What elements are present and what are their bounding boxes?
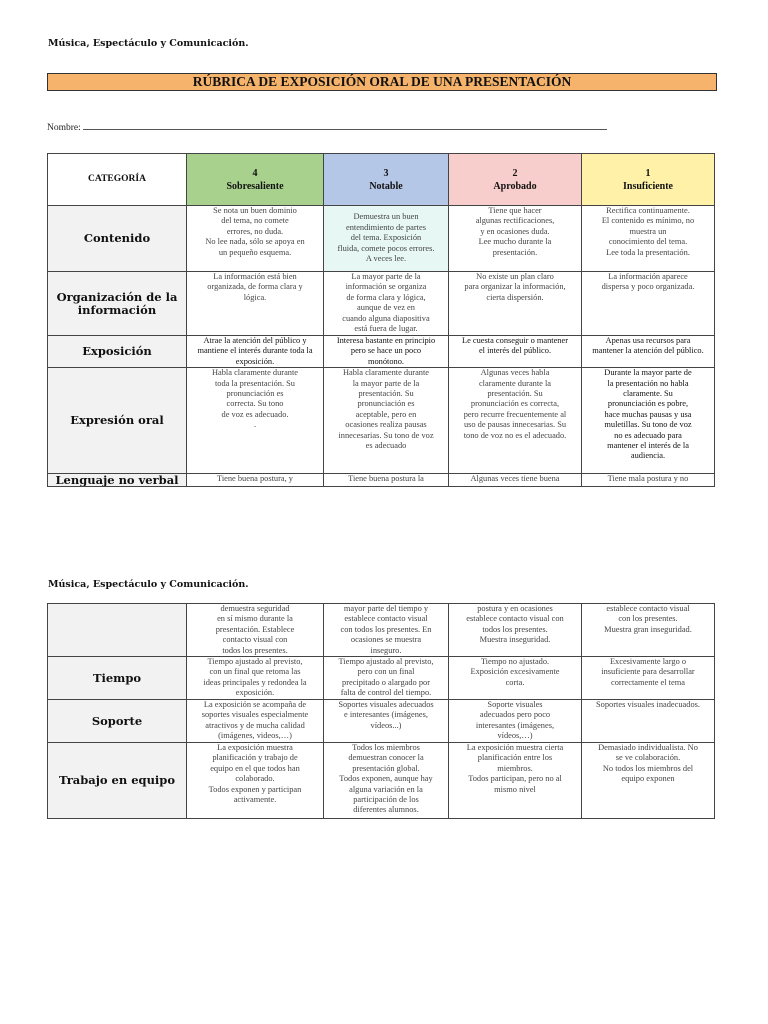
rubric-cell: Algunas veces habla claramente durante la presentación. Su pronunciación es correcta, pero recurre frecuentemente al uso de pausas innecesarias. Su tono de voz no es el adecuado. xyxy=(449,368,582,474)
page-title: RÚBRICA DE EXPOSICIÓN ORAL DE UNA PRESENTACIÓN xyxy=(47,73,717,91)
level-header-sobresaliente xyxy=(187,154,324,206)
rubric-cell: Tiene mala postura y no xyxy=(582,474,715,487)
rubric-row-exposicion xyxy=(48,336,715,368)
rubric-cell: Soporte visuales adecuados pero poco interesantes (imágenes, vídeos,…) xyxy=(449,700,582,743)
rubric-table-page1 xyxy=(47,153,715,487)
rubric-cell: Le cuesta conseguir o mantener el interés del público. xyxy=(449,336,582,368)
rubric-row-lenguaje-cont xyxy=(48,604,715,657)
row-category: Expresión oral xyxy=(48,368,187,474)
rubric-cell: Tiene buena postura, y xyxy=(187,474,324,487)
nombre-label: Nombre: xyxy=(47,123,81,133)
rubric-cell: Interesa bastante en principio pero se hace un poco monótono. xyxy=(324,336,449,368)
nombre-field[interactable] xyxy=(47,121,607,133)
level-number: 3 xyxy=(383,167,389,179)
row-category: Organización de la información xyxy=(48,272,187,336)
level-label: Sobresaliente xyxy=(226,180,284,192)
level-number: 1 xyxy=(645,167,651,179)
row-category: Exposición xyxy=(48,336,187,368)
rubric-row-soporte xyxy=(48,700,715,743)
rubric-cell: postura y en ocasiones establece contacto visual con todos los presentes. Muestra inseguridad. xyxy=(449,604,582,657)
level-header-notable xyxy=(324,154,449,206)
rubric-cell: establece contacto visual con los presentes. Muestra gran inseguridad. xyxy=(582,604,715,657)
rubric-cell: La exposición muestra planificación y trabajo de equipo en el que todos han colaborado. Todos exponen y participan activamente. xyxy=(187,743,324,819)
level-header-aprobado xyxy=(449,154,582,206)
rubric-cell: Soportes visuales adecuados e interesantes (imágenes, vídeos...) xyxy=(324,700,449,743)
page2-header: Música, Espectáculo y Comunicación. xyxy=(48,579,249,590)
rubric-cell: Habla claramente durante toda la presentación. Su pronunciación es correcta. Su tono de voz es adecuado. . xyxy=(187,368,324,474)
rubric-cell: Rectifica continuamente. El contenido es mínimo, no muestra un conocimiento del tema. Lee toda la presentación. xyxy=(582,206,715,272)
level-number: 4 xyxy=(252,167,258,179)
level-number: 2 xyxy=(512,167,518,179)
level-label: Aprobado xyxy=(493,180,537,192)
level-header-insuficiente xyxy=(582,154,715,206)
rubric-cell: La exposición muestra cierta planificación entre los miembros. Todos participan, pero no al mismo nivel xyxy=(449,743,582,819)
level-label: Insuficiente xyxy=(623,180,673,192)
rubric-cell: Atrae la atención del público y mantiene el interés durante toda la exposición. xyxy=(187,336,324,368)
rubric-row-organizacion xyxy=(48,272,715,336)
rubric-cell: Habla claramente durante la mayor parte de la presentación. Su pronunciación es aceptable, pero en ocasiones realiza pausas innecesarias. Su tono de voz es adecuado xyxy=(324,368,449,474)
rubric-cell: Apenas usa recursos para mantener la atención del público. xyxy=(582,336,715,368)
rubric-cell: Tiempo ajustado al previsto, con un final que retoma las ideas principales y redondea la exposición. xyxy=(187,657,324,700)
rubric-cell: Durante la mayor parte de la presentación no habla claramente. Su pronunciación es pobre, hace muchas pausas y usa muletillas. Su tono de voz no es adecuado para mantener el interés de la audiencia. xyxy=(582,368,715,474)
rubric-cell: Tiempo ajustado al previsto, pero con un final precipitado o alargado por falta de control del tiempo. xyxy=(324,657,449,700)
rubric-cell: La información está bien organizada, de forma clara y lógica. xyxy=(187,272,324,336)
nombre-line xyxy=(83,121,607,130)
row-category: Contenido xyxy=(48,206,187,272)
row-category xyxy=(48,604,187,657)
rubric-cell: Demasiado individualista. No se ve colaboración. No todos los miembros del equipo exponen xyxy=(582,743,715,819)
rubric-cell: Excesivamente largo o insuficiente para desarrollar correctamente el tema xyxy=(582,657,715,700)
rubric-cell: La información aparece dispersa y poco organizada. xyxy=(582,272,715,336)
row-category: Tiempo xyxy=(48,657,187,700)
row-category: Soporte xyxy=(48,700,187,743)
category-header: CATEGORÍA xyxy=(48,154,187,206)
rubric-cell: Algunas veces tiene buena xyxy=(449,474,582,487)
rubric-cell: Demuestra un buen entendimiento de partes del tema. Exposición fluida, comete pocos errores. A veces lee. xyxy=(324,206,449,272)
rubric-cell: No existe un plan claro para organizar la información, cierta dispersión. xyxy=(449,272,582,336)
rubric-cell: Tiene que hacer algunas rectificaciones, y en ocasiones duda. Lee mucho durante la presentación. xyxy=(449,206,582,272)
row-category: Lenguaje no verbal xyxy=(48,474,187,487)
rubric-row-expresion-oral xyxy=(48,368,715,474)
rubric-cell: Soportes visuales inadecuados. xyxy=(582,700,715,743)
rubric-cell: Se nota un buen dominio del tema, no comete errores, no duda. No lee nada, sólo se apoya en un pequeño esquema. xyxy=(187,206,324,272)
level-label: Notable xyxy=(369,180,403,192)
rubric-cell: La exposición se acompaña de soportes visuales especialmente atractivos y de mucha calidad (imágenes, videos,…) xyxy=(187,700,324,743)
rubric-row-trabajo-equipo xyxy=(48,743,715,819)
rubric-cell: La mayor parte de la información se organiza de forma clara y lógica, aunque de vez en cuando alguna diapositiva está fuera de lugar. xyxy=(324,272,449,336)
rubric-cell: Tiempo no ajustado. Exposición excesivamente corta. xyxy=(449,657,582,700)
rubric-header-row xyxy=(48,154,715,206)
rubric-cell: Todos los miembros demuestran conocer la presentación global. Todos exponen, aunque hay alguna variación en la participación de los diferentes alumnos. xyxy=(324,743,449,819)
rubric-row-contenido xyxy=(48,206,715,272)
rubric-cell: mayor parte del tiempo y establece contacto visual con todos los presentes. En ocasiones se muestra inseguro. xyxy=(324,604,449,657)
row-category: Trabajo en equipo xyxy=(48,743,187,819)
rubric-row-tiempo xyxy=(48,657,715,700)
rubric-cell: demuestra seguridad en sí mismo durante la presentación. Establece contacto visual con todos los presentes. xyxy=(187,604,324,657)
rubric-table-page2 xyxy=(47,603,715,819)
page-header: Música, Espectáculo y Comunicación. xyxy=(48,38,249,49)
rubric-cell: Tiene buena postura la xyxy=(324,474,449,487)
rubric-row-lenguaje xyxy=(48,474,715,487)
